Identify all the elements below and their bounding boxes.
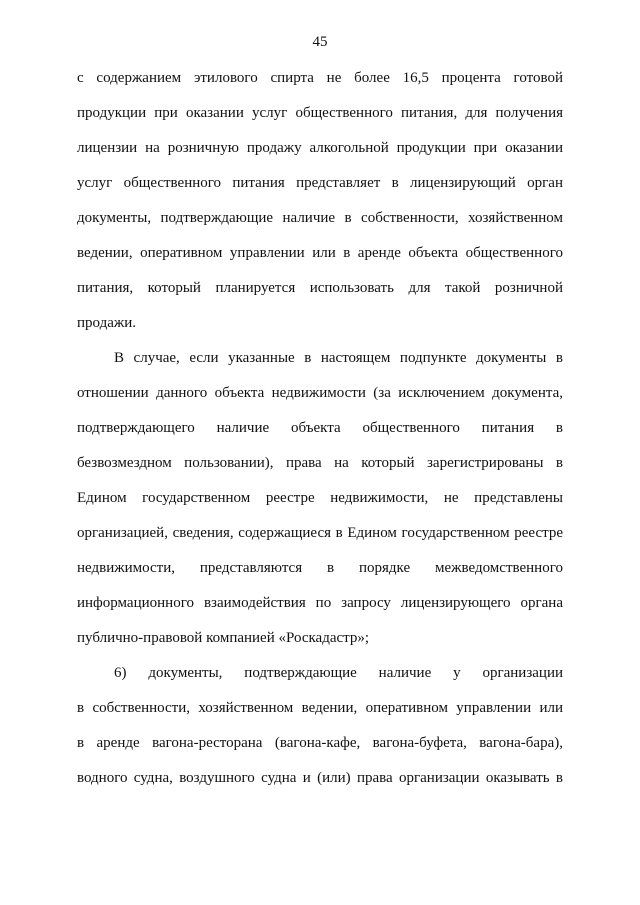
text-line: продукции при оказании услуг общественного питания, для получения: [77, 105, 563, 121]
text-line: публично-правовой компанией «Роскадастр»;: [77, 630, 370, 646]
text-line: отношении данного объекта недвижимости (за исключением документа,: [77, 385, 563, 401]
text-line: водного судна, воздушного судна и (или) права организации оказывать в: [77, 770, 563, 786]
text-line: лицензии на розничную продажу алкогольной продукции при оказании: [77, 140, 563, 156]
text-line: продажи.: [77, 315, 137, 331]
text-line: услуг общественного питания представляет в лицензирующий орган: [77, 175, 563, 191]
text-line: В случае, если указанные в настоящем подпункте документы в: [114, 350, 563, 366]
text-line: 6) документы, подтверждающие наличие у организации: [114, 665, 563, 681]
page-number: 45: [312, 34, 328, 50]
text-line: организацией, сведения, содержащиеся в Едином государственном реестре: [77, 525, 563, 541]
text-line: ведении, оперативном управлении или в аренде объекта общественного: [77, 245, 563, 261]
text-line: с содержанием этилового спирта не более 16,5 процента готовой: [77, 70, 563, 86]
text-line: документы, подтверждающие наличие в собственности, хозяйственном: [77, 210, 563, 226]
text-line: подтверждающего наличие объекта общественного питания в: [77, 420, 563, 436]
text-line: в аренде вагона-ресторана (вагона-кафе, вагона-буфета, вагона-бара),: [77, 735, 563, 751]
text-line: питания, который планируется использовать для такой розничной: [77, 280, 563, 296]
text-line: информационного взаимодействия по запросу лицензирующего органа: [77, 595, 563, 611]
text-line: недвижимости, представляются в порядке межведомственного: [77, 560, 563, 576]
text-line: Едином государственном реестре недвижимости, не представлены: [77, 490, 563, 506]
text-line: безвозмездном пользовании), права на который зарегистрированы в: [77, 455, 563, 471]
text-line: в собственности, хозяйственном ведении, оперативном управлении или: [77, 700, 563, 716]
